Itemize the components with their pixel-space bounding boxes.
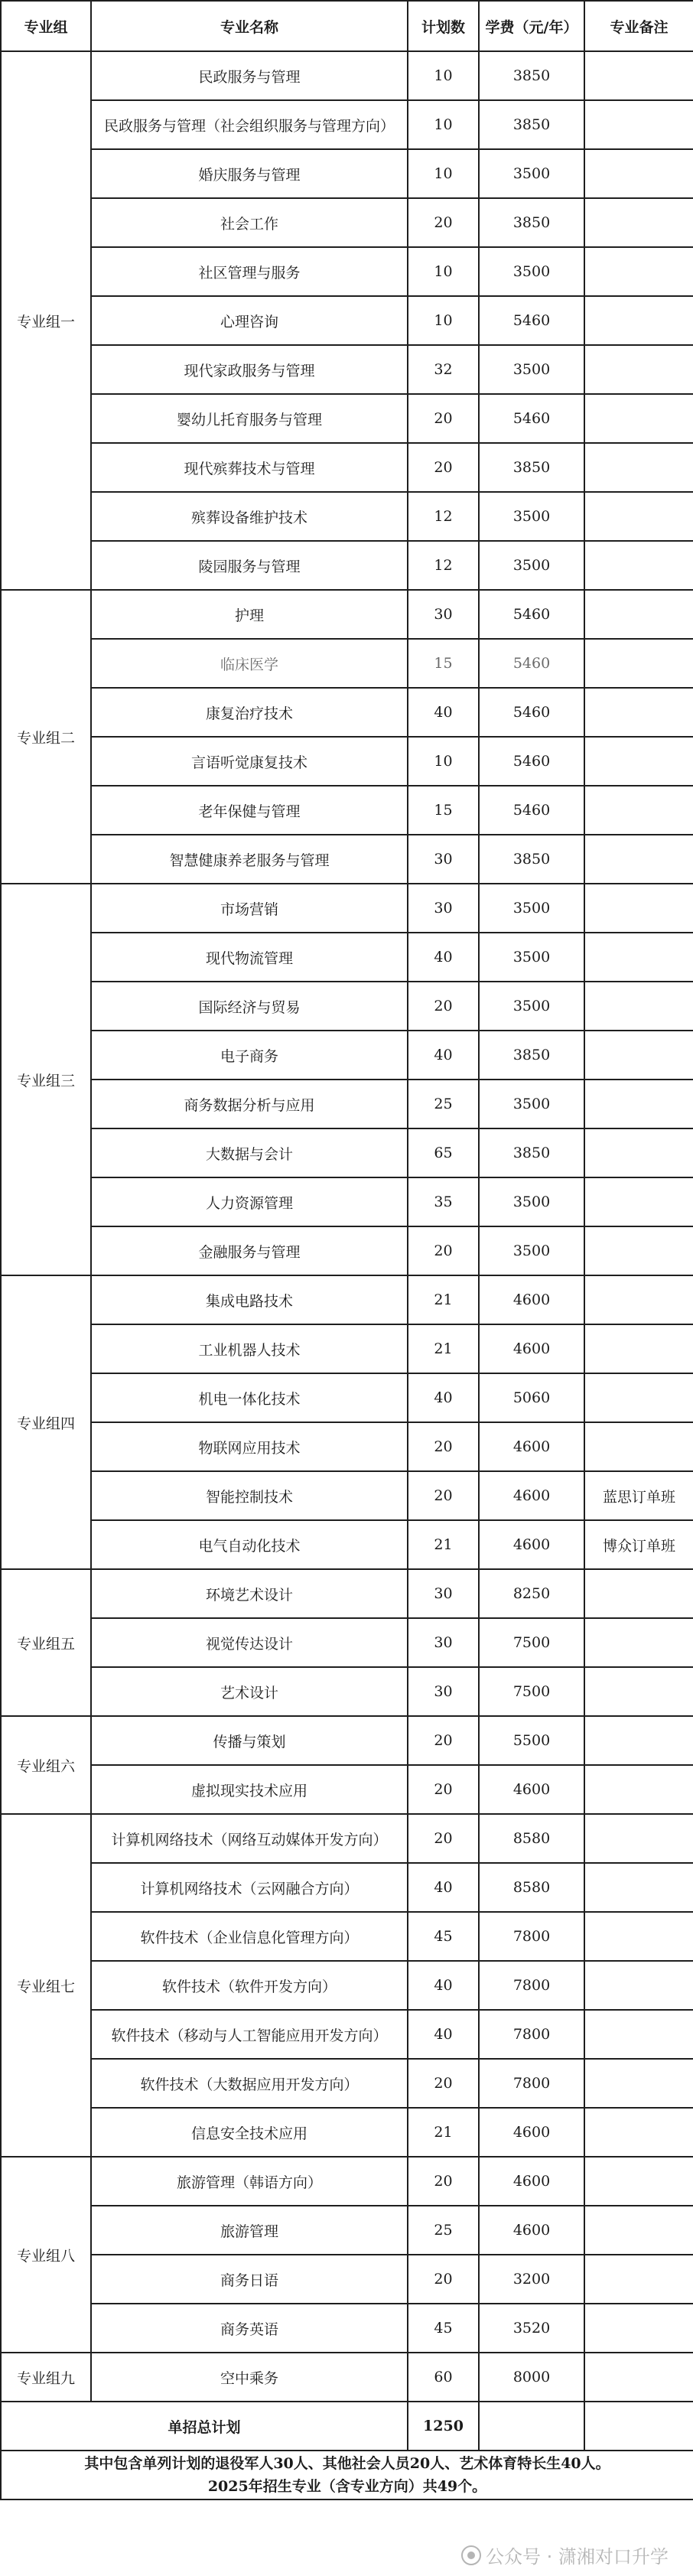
major-cell: 软件技术（移动与人工智能应用开发方向） [91,2010,408,2059]
remark-cell [584,1226,693,1275]
table-row [1,1667,693,1716]
table-row [1,51,693,100]
major-cell: 现代殡葬技术与管理 [91,443,408,492]
remark-cell [584,394,693,443]
table-row [1,149,693,198]
remark-cell [584,247,693,296]
fee-cell: 3850 [479,1031,584,1080]
major-cell: 婚庆服务与管理 [91,149,408,198]
table-row [1,982,693,1031]
plan-cell: 20 [408,1765,479,1814]
remark-cell [584,737,693,786]
major-cell: 言语听觉康复技术 [91,737,408,786]
remark-cell [584,2157,693,2206]
fee-cell: 4600 [479,1324,584,1373]
watermark-text: 公众号 · 潇湘对口升学 [486,2546,669,2568]
fee-cell: 4600 [479,2108,584,2157]
group-cell: 专业组八 [1,2157,91,2353]
plan-cell: 20 [408,443,479,492]
remark-cell [584,492,693,541]
plan-cell: 40 [408,688,479,737]
major-cell: 商务数据分析与应用 [91,1080,408,1128]
table-row [1,2206,693,2255]
fee-cell: 5460 [479,639,584,688]
plan-cell: 20 [408,2157,479,2206]
group-cell: 专业组四 [1,1275,91,1569]
fee-cell: 3850 [479,198,584,247]
plan-cell: 25 [408,1080,479,1128]
fee-cell: 3500 [479,933,584,982]
remark-cell [584,1128,693,1177]
major-cell: 老年保健与管理 [91,786,408,835]
table-row [1,1569,693,1618]
plan-cell: 10 [408,737,479,786]
table-row [1,590,693,639]
major-cell: 环境艺术设计 [91,1569,408,1618]
table-row [1,1226,693,1275]
fee-cell: 3500 [479,345,584,394]
table-row [1,1422,693,1471]
table-row [1,1471,693,1520]
remark-cell [584,1080,693,1128]
table-row [1,2353,693,2402]
remark-cell [584,1667,693,1716]
fee-cell: 3500 [479,982,584,1031]
major-cell: 国际经济与贸易 [91,982,408,1031]
remark-cell: 博众订单班 [584,1520,693,1569]
table-row [1,2304,693,2353]
major-cell: 金融服务与管理 [91,1226,408,1275]
remark-cell [584,2304,693,2353]
fee-cell: 4600 [479,1765,584,1814]
table-row [1,1520,693,1569]
plan-cell: 21 [408,1520,479,1569]
remark-cell: 蓝思订单班 [584,1471,693,1520]
header-plan: 计划数 [408,1,479,51]
major-cell: 工业机器人技术 [91,1324,408,1373]
table-row [1,1080,693,1128]
fee-cell: 7800 [479,1912,584,1961]
remark-cell [584,443,693,492]
table-row [1,1373,693,1422]
plan-cell: 15 [408,786,479,835]
table-row [1,1177,693,1226]
major-cell: 康复治疗技术 [91,688,408,737]
fee-cell: 3200 [479,2255,584,2304]
table-row [1,2059,693,2108]
remark-cell [584,2353,693,2402]
remark-cell [584,884,693,933]
fee-cell: 3500 [479,492,584,541]
table-row [1,1912,693,1961]
table-row [1,1863,693,1912]
fee-cell: 4600 [479,1275,584,1324]
fee-cell: 3850 [479,51,584,100]
table-row [1,1765,693,1814]
remark-cell [584,541,693,590]
total-value: 1250 [408,2402,479,2451]
major-cell: 现代物流管理 [91,933,408,982]
fee-cell: 5460 [479,296,584,345]
plan-cell: 20 [408,394,479,443]
major-cell: 商务日语 [91,2255,408,2304]
group-cell: 专业组六 [1,1716,91,1814]
fee-cell: 3520 [479,2304,584,2353]
plan-cell: 20 [408,1226,479,1275]
table-row [1,1618,693,1667]
plan-cell: 21 [408,1275,479,1324]
table-row [1,2010,693,2059]
plan-cell: 10 [408,247,479,296]
table-row [1,1324,693,1373]
plan-cell: 30 [408,1667,479,1716]
plan-cell: 32 [408,345,479,394]
header-major: 专业名称 [91,1,408,51]
remark-cell [584,1814,693,1863]
fee-cell: 5500 [479,1716,584,1765]
group-cell: 专业组九 [1,2353,91,2402]
fee-cell: 5460 [479,590,584,639]
major-cell: 虚拟现实技术应用 [91,1765,408,1814]
watermark [461,2542,669,2568]
note-row [1,2451,693,2499]
remark-cell [584,100,693,149]
fee-cell: 7500 [479,1618,584,1667]
table-row [1,639,693,688]
major-cell: 市场营销 [91,884,408,933]
major-cell: 电气自动化技术 [91,1520,408,1569]
major-cell: 陵园服务与管理 [91,541,408,590]
remark-cell [584,149,693,198]
fee-cell: 7500 [479,1667,584,1716]
table-row [1,198,693,247]
table-row [1,492,693,541]
major-cell: 软件技术（大数据应用开发方向） [91,2059,408,2108]
plan-cell: 30 [408,1569,479,1618]
table-row [1,296,693,345]
plan-cell: 20 [408,198,479,247]
plan-cell: 21 [408,2108,479,2157]
table-row [1,2108,693,2157]
major-cell: 心理咨询 [91,296,408,345]
fee-cell: 3850 [479,443,584,492]
table-row [1,786,693,835]
table-row [1,2157,693,2206]
remark-cell [584,933,693,982]
remark-cell [584,1961,693,2010]
major-cell: 护理 [91,590,408,639]
group-cell: 专业组一 [1,51,91,590]
major-cell: 人力资源管理 [91,1177,408,1226]
major-cell: 殡葬设备维护技术 [91,492,408,541]
table-row [1,1031,693,1080]
remark-cell [584,1324,693,1373]
fee-cell: 4600 [479,1422,584,1471]
remark-cell [584,590,693,639]
note-line-1: 其中包含单列计划的退役军人30人、其他社会人员20人、艺术体育特长生40人。 [84,2455,610,2472]
fee-cell: 3850 [479,1128,584,1177]
table-body [1,51,693,2402]
major-cell: 计算机网络技术（网络互动媒体开发方向） [91,1814,408,1863]
plan-cell: 10 [408,296,479,345]
group-cell: 专业组三 [1,884,91,1275]
fee-cell: 4600 [479,2157,584,2206]
header-remark: 专业备注 [584,1,693,51]
remark-cell [584,688,693,737]
fee-cell: 5460 [479,688,584,737]
major-cell: 民政服务与管理（社会组织服务与管理方向） [91,100,408,149]
remark-cell [584,1765,693,1814]
fee-cell: 5460 [479,394,584,443]
plan-cell: 20 [408,1716,479,1765]
fee-cell: 4600 [479,1471,584,1520]
plan-cell: 10 [408,149,479,198]
table-row [1,247,693,296]
note-cell [1,2451,693,2499]
fee-cell: 8250 [479,1569,584,1618]
plan-cell: 10 [408,51,479,100]
plan-cell: 40 [408,1961,479,2010]
remark-cell [584,1618,693,1667]
major-cell: 商务英语 [91,2304,408,2353]
remark-cell [584,2206,693,2255]
header-group: 专业组 [1,1,91,51]
remark-cell [584,1912,693,1961]
fee-cell: 3500 [479,1177,584,1226]
table-header-row [1,1,693,51]
major-cell: 集成电路技术 [91,1275,408,1324]
plan-cell: 20 [408,1422,479,1471]
table-row [1,737,693,786]
plan-cell: 21 [408,1324,479,1373]
major-cell: 社区管理与服务 [91,247,408,296]
remark-cell [584,786,693,835]
plan-cell: 40 [408,1373,479,1422]
fee-cell: 5060 [479,1373,584,1422]
major-cell: 电子商务 [91,1031,408,1080]
remark-cell [584,835,693,884]
total-row [1,2402,693,2451]
fee-cell: 3500 [479,1080,584,1128]
remark-cell [584,2010,693,2059]
remark-cell [584,2255,693,2304]
remark-cell [584,1275,693,1324]
remark-cell [584,51,693,100]
table-row [1,345,693,394]
header-fee: 学费（元/年） [479,1,584,51]
table-row [1,443,693,492]
remark-cell [584,1863,693,1912]
table-row [1,100,693,149]
wechat-icon [461,2545,481,2565]
fee-cell: 3500 [479,149,584,198]
major-cell: 民政服务与管理 [91,51,408,100]
table-row [1,1814,693,1863]
major-cell: 临床医学 [91,639,408,688]
plan-cell: 12 [408,541,479,590]
remark-cell [584,198,693,247]
major-cell: 社会工作 [91,198,408,247]
table-row [1,884,693,933]
plan-cell: 20 [408,982,479,1031]
major-cell: 传播与策划 [91,1716,408,1765]
table-row [1,835,693,884]
total-empty-remark [584,2402,693,2451]
total-empty-fee [479,2402,584,2451]
remark-cell [584,296,693,345]
remark-cell [584,1716,693,1765]
plan-cell: 12 [408,492,479,541]
remark-cell [584,1177,693,1226]
major-cell: 旅游管理 [91,2206,408,2255]
table-row [1,933,693,982]
table-row [1,394,693,443]
group-cell: 专业组五 [1,1569,91,1716]
fee-cell: 3500 [479,541,584,590]
major-cell: 艺术设计 [91,1667,408,1716]
remark-cell [584,1373,693,1422]
fee-cell: 3500 [479,1226,584,1275]
plan-cell: 30 [408,884,479,933]
table-row [1,1961,693,2010]
table-row [1,2255,693,2304]
plan-cell: 20 [408,1471,479,1520]
fee-cell: 4600 [479,1520,584,1569]
remark-cell [584,1569,693,1618]
remark-cell [584,982,693,1031]
plan-cell: 45 [408,2304,479,2353]
table-row [1,688,693,737]
major-cell: 旅游管理（韩语方向） [91,2157,408,2206]
fee-cell: 8580 [479,1863,584,1912]
plan-cell: 35 [408,1177,479,1226]
plan-cell: 40 [408,1863,479,1912]
major-cell: 现代家政服务与管理 [91,345,408,394]
plan-cell: 40 [408,933,479,982]
table-row [1,541,693,590]
table-row [1,1275,693,1324]
fee-cell: 5460 [479,786,584,835]
fee-cell: 7800 [479,2059,584,2108]
table-row [1,1128,693,1177]
major-cell: 智慧健康养老服务与管理 [91,835,408,884]
remark-cell [584,2059,693,2108]
plan-cell: 30 [408,1618,479,1667]
total-label: 单招总计划 [1,2402,408,2451]
fee-cell: 5460 [479,737,584,786]
major-cell: 物联网应用技术 [91,1422,408,1471]
major-cell: 软件技术（软件开发方向） [91,1961,408,2010]
plan-cell: 25 [408,2206,479,2255]
major-cell: 大数据与会计 [91,1128,408,1177]
fee-cell: 8580 [479,1814,584,1863]
remark-cell [584,345,693,394]
major-cell: 智能控制技术 [91,1471,408,1520]
plan-cell: 45 [408,1912,479,1961]
major-cell: 信息安全技术应用 [91,2108,408,2157]
remark-cell [584,2108,693,2157]
plan-cell: 20 [408,2059,479,2108]
remark-cell [584,1422,693,1471]
plan-cell: 10 [408,100,479,149]
plan-cell: 30 [408,590,479,639]
major-cell: 软件技术（企业信息化管理方向） [91,1912,408,1961]
remark-cell [584,639,693,688]
fee-cell: 7800 [479,1961,584,2010]
note-line-2: 2025年招生专业（含专业方向）共49个。 [207,2478,487,2495]
fee-cell: 3500 [479,247,584,296]
plan-cell: 30 [408,835,479,884]
plan-cell: 15 [408,639,479,688]
fee-cell: 3500 [479,884,584,933]
plan-cell: 65 [408,1128,479,1177]
major-cell: 视觉传达设计 [91,1618,408,1667]
group-cell: 专业组七 [1,1814,91,2157]
remark-cell [584,1031,693,1080]
plan-cell: 40 [408,2010,479,2059]
major-cell: 计算机网络技术（云网融合方向） [91,1863,408,1912]
major-cell: 空中乘务 [91,2353,408,2402]
fee-cell: 4600 [479,2206,584,2255]
major-cell: 婴幼儿托育服务与管理 [91,394,408,443]
plan-cell: 20 [408,2255,479,2304]
fee-cell: 8000 [479,2353,584,2402]
fee-cell: 3850 [479,100,584,149]
group-cell: 专业组二 [1,590,91,884]
fee-cell: 7800 [479,2010,584,2059]
major-cell: 机电一体化技术 [91,1373,408,1422]
plan-cell: 60 [408,2353,479,2402]
plan-cell: 20 [408,1814,479,1863]
plan-cell: 40 [408,1031,479,1080]
fee-cell: 3850 [479,835,584,884]
table-row [1,1716,693,1765]
